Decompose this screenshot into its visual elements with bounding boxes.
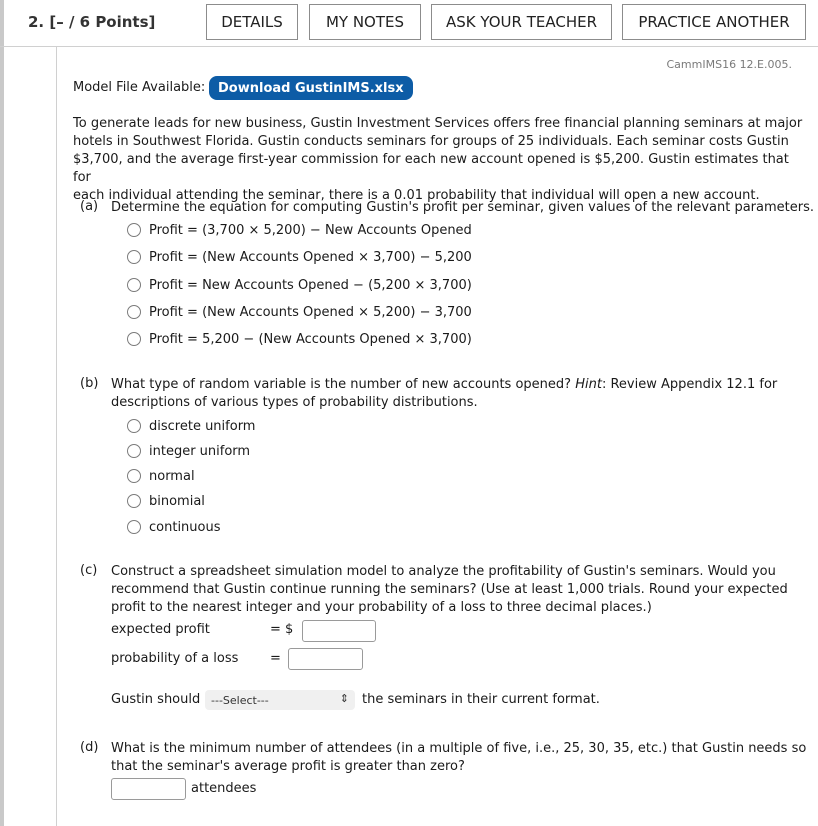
part-c-question: Construct a spreadsheet simulation model to analyze the profitability of Gustin's seminars. Would you recommend that Gustin continue running the seminars? (Use at least 1,000 trials. Round your expected profit to the nearest integer and your probability of a loss to three decimal places.)	[111, 564, 788, 615]
probability-loss-input[interactable]	[288, 648, 363, 670]
ask-your-teacher-button[interactable]: ASK YOUR TEACHER	[431, 4, 612, 40]
option-label: Profit = New Accounts Opened − (5,200 × 3,700)	[149, 277, 472, 293]
download-model-button[interactable]: Download GustinIMS.xlsx	[209, 76, 413, 100]
updown-chevron-icon: ⇕	[339, 692, 349, 705]
question-header	[0, 0, 818, 47]
expected-profit-equals: = $	[270, 622, 294, 637]
part-b-option[interactable]	[127, 492, 205, 510]
radio-button[interactable]	[127, 278, 141, 292]
part-a-option[interactable]	[127, 303, 472, 321]
left-border	[0, 0, 4, 826]
part-b-question: What type of random variable is the number of new accounts opened? Hint: Review Appendix 12.1 for descriptions of various types of probability distributions.	[111, 377, 778, 410]
question-id: CammIMS16 12.E.005.	[666, 58, 792, 71]
intro-line: $3,700, and the average first-year commission for each new account opened is $5,200. Gustin estimates that for	[73, 152, 789, 185]
option-label: discrete uniform	[149, 418, 256, 434]
intro-line: hotels in Southwest Florida. Gustin conducts seminars for groups of 25 individuals. Each seminar costs Gustin	[73, 134, 789, 149]
part-b-option[interactable]	[127, 518, 221, 536]
after-select-text: the seminars in their current format.	[362, 692, 600, 707]
option-label: continuous	[149, 519, 221, 535]
part-d-letter: (d)	[80, 740, 99, 755]
radio-button[interactable]	[127, 469, 141, 483]
gustin-should-label: Gustin should	[111, 692, 201, 707]
radio-button[interactable]	[127, 223, 141, 237]
hint-label: Hint	[575, 377, 602, 392]
part-a-question: Determine the equation for computing Gustin's profit per seminar, given values of the relevant parameters.	[111, 200, 815, 215]
probability-loss-label: probability of a loss	[111, 651, 239, 666]
option-label: binomial	[149, 493, 205, 509]
part-a-option[interactable]	[127, 248, 472, 266]
option-label: normal	[149, 468, 195, 484]
attendees-input[interactable]	[111, 778, 186, 800]
select-value: ---Select---	[211, 693, 269, 707]
part-b-letter: (b)	[80, 376, 99, 391]
radio-button[interactable]	[127, 419, 141, 433]
part-b-option[interactable]	[127, 417, 255, 435]
probability-loss-equals: =	[270, 651, 281, 666]
radio-button[interactable]	[127, 250, 141, 264]
part-c-letter: (c)	[80, 563, 98, 578]
option-label: Profit = 5,200 − (New Accounts Opened × 3,700)	[149, 331, 472, 347]
expected-profit-label: expected profit	[111, 622, 210, 637]
part-a-option[interactable]	[127, 276, 472, 294]
intro-line: To generate leads for new business, Gustin Investment Services offers free financial planning seminars at major	[73, 116, 803, 131]
expected-profit-input[interactable]	[302, 620, 376, 642]
option-label: Profit = (New Accounts Opened × 3,700) − 5,200	[149, 249, 472, 265]
details-button[interactable]: DETAILS	[206, 4, 298, 40]
intro-line: each individual attending the seminar, there is a 0.01 probability that individual will open a new account.	[73, 188, 760, 203]
model-file-label: Model File Available:	[73, 80, 206, 95]
my-notes-button[interactable]: MY NOTES	[309, 4, 421, 40]
radio-button[interactable]	[127, 305, 141, 319]
part-a-letter: (a)	[80, 199, 99, 214]
part-b-option[interactable]	[127, 442, 250, 460]
part-d-question: What is the minimum number of attendees (in a multiple of five, i.e., 25, 30, 35, etc.) that Gustin needs so that the seminar's average profit is greater than zero?	[111, 741, 807, 774]
part-a-option[interactable]	[127, 330, 472, 348]
practice-another-button[interactable]: PRACTICE ANOTHER	[622, 4, 806, 40]
part-a-option[interactable]	[127, 221, 472, 239]
option-label: integer uniform	[149, 443, 251, 459]
radio-button[interactable]	[127, 332, 141, 346]
radio-button[interactable]	[127, 444, 141, 458]
radio-button[interactable]	[127, 494, 141, 508]
option-label: Profit = (New Accounts Opened × 5,200) − 3,700	[149, 304, 472, 320]
radio-button[interactable]	[127, 520, 141, 534]
option-label: Profit = (3,700 × 5,200) − New Accounts Opened	[149, 222, 472, 238]
attendees-label: attendees	[191, 781, 257, 796]
intro-paragraph	[73, 115, 803, 205]
recommendation-select[interactable]	[205, 690, 355, 710]
question-number: 2. [– / 6 Points]	[28, 13, 156, 31]
points-label: [– / 6 Points]	[49, 13, 156, 31]
part-b-option[interactable]	[127, 467, 195, 485]
